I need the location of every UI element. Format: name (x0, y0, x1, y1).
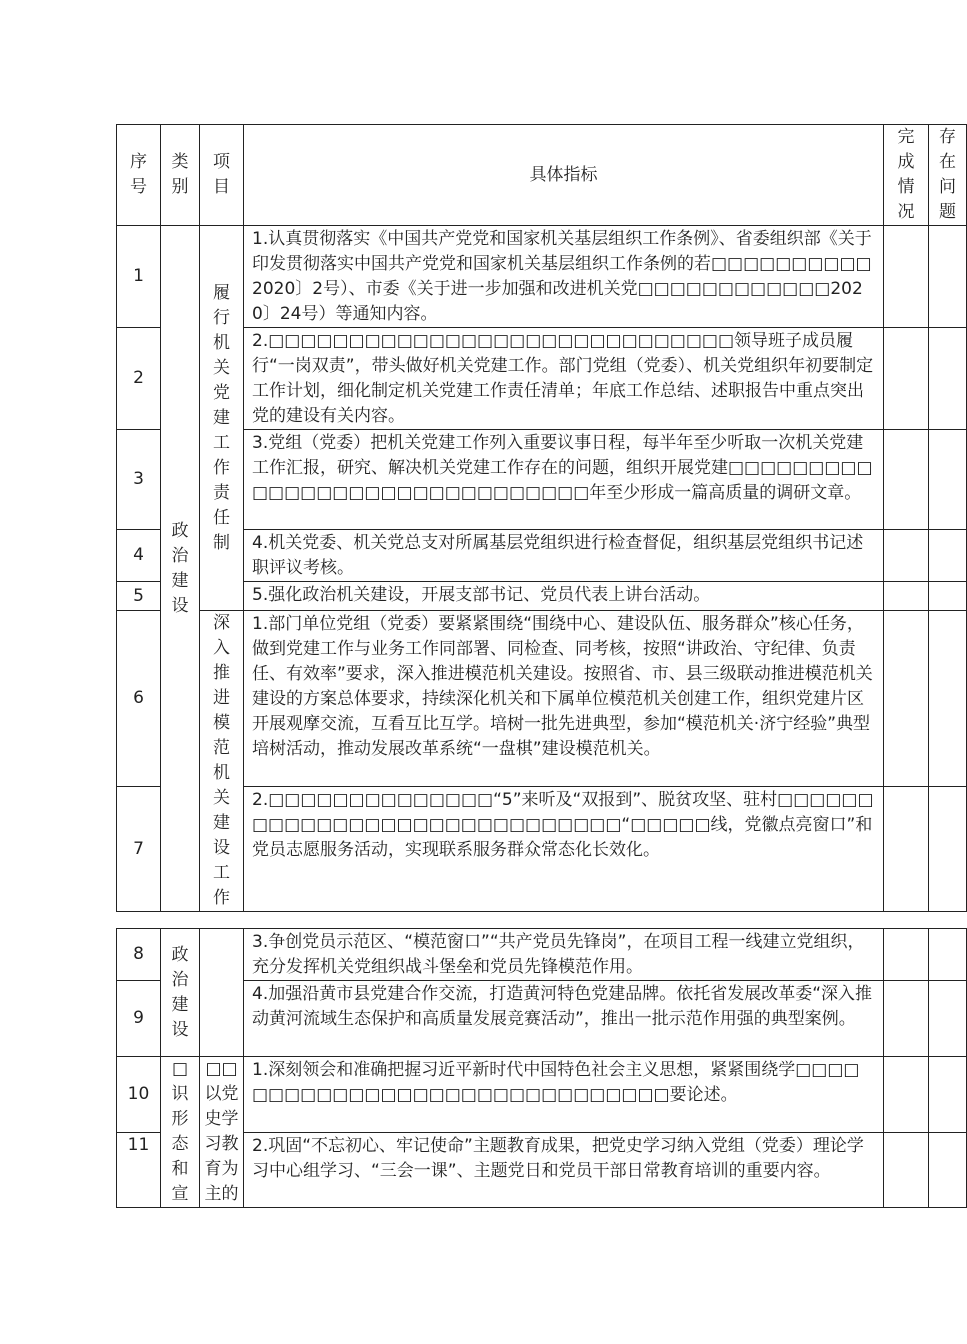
row-indicator: 3.争创党员示范区、“模范窗口”“共产党员先锋岗”，在项目工程一线建立党组织，充分发挥机关党组织战斗堡垒和党员先锋模范作用。 (244, 929, 884, 981)
project-cell-3: □□以党史学习教育为主的 (200, 1057, 244, 1208)
issues-cell (929, 582, 967, 611)
row-seq: 8 (117, 929, 161, 981)
table-row (117, 1132, 967, 1208)
project-cell-1: 履行机关党建工作责任制 (200, 226, 244, 611)
table-row (117, 1057, 967, 1133)
issues-cell (929, 981, 967, 1057)
issues-cell (929, 1057, 967, 1133)
header-project: 项目 (200, 125, 244, 226)
completion-cell (884, 1057, 929, 1133)
row-indicator: 4.机关党委、机关党总支对所属基层党组织进行检查督促，组织基层党组织书记述职评议考核。 (244, 530, 884, 582)
completion-cell (884, 611, 929, 787)
completion-cell (884, 787, 929, 912)
row-seq: 3 (117, 430, 161, 530)
row-seq: 1 (117, 226, 161, 328)
issues-cell (929, 328, 967, 430)
issues-cell (929, 611, 967, 787)
completion-cell (884, 226, 929, 328)
row-indicator: 4.加强沿黄市县党建合作交流，打造黄河特色党建品牌。依托省发展改革委“深入推动黄河流域生态保护和高质量发展竞赛活动”，推出一批示范作用强的典型案例。 (244, 981, 884, 1057)
table-row (117, 787, 967, 912)
row-seq: 6 (117, 611, 161, 787)
row-indicator: 2.□□□□□□□□□□□□□□□□□□□□□□□□□□□□□领导班子成员履行“一岗双责”，带头做好机关党建工作。部门党组（党委）、机关党组织年初要制定工作计划，细化制定机关党建工作责任清单；年底工作总结、述职报告中重点突出党的建设有关内容。 (244, 328, 884, 430)
row-seq: 7 (117, 787, 161, 912)
row-seq: 5 (117, 582, 161, 611)
completion-cell (884, 430, 929, 530)
table-row (117, 611, 967, 787)
header-category: 类别 (161, 125, 200, 226)
completion-cell (884, 1132, 929, 1208)
completion-cell (884, 929, 929, 981)
issues-cell (929, 1132, 967, 1208)
completion-cell (884, 328, 929, 430)
row-seq: 4 (117, 530, 161, 582)
table-row (117, 226, 967, 328)
header-indicator: 具体指标 (244, 125, 884, 226)
table-row (117, 981, 967, 1057)
indicator-table-2 (116, 928, 967, 1208)
indicator-table-1 (116, 124, 967, 912)
category-cell: 政治建设 (161, 226, 200, 912)
issues-cell (929, 929, 967, 981)
issues-cell (929, 530, 967, 582)
header-completion: 完成情况 (884, 125, 929, 226)
row-indicator: 2.□□□□□□□□□□□□□□“5”来听及“双报到”、脱贫攻坚、驻村□□□□□□□□□□□□□□□□□□□□□□□□□□□□□“□□□□□线，党徽点亮窗口”和党员志愿服务活动，实现联系服务群众常态化长效化。 (244, 787, 884, 912)
row-seq: 11 (117, 1132, 161, 1208)
category-cell-1: 政治建设 (161, 929, 200, 1057)
completion-cell (884, 582, 929, 611)
row-indicator: 1.部门单位党组（党委）要紧紧围绕“围绕中心、建设队伍、服务群众”核心任务，做到党建工作与业务工作同部署、同检查、同考核，按照“讲政治、守纪律、负责任、有效率”要求，深入推进模范机关建设。按照省、市、县三级联动推进模范机关建设的方案总体要求，持续深化机关和下属单位模范机关创建工作，组织党建片区开展观摩交流，互看互比互学。培树一批先进典型，参加“模范机关·济宁经验”典型培树活动，推动发展改革系统“一盘棋”建设模范机关。 (244, 611, 884, 787)
issues-cell (929, 787, 967, 912)
table-row (117, 929, 967, 981)
issues-cell (929, 430, 967, 530)
table-row (117, 582, 967, 611)
row-indicator: 1.认真贯彻落实《中国共产党党和国家机关基层组织工作条例》、省委组织部《关于印发贯彻落实中国共产党党和国家机关基层组织工作条例的若□□□□□□□□□□2020〕2号）、市委《关于进一步加强和改进机关党□□□□□□□□□□□□2020〕24号）等通知内容。 (244, 226, 884, 328)
row-indicator: 2.巩固“不忘初心、牢记使命”主题教育成果，把党史学习纳入党组（党委）理论学习中心组学习、“三会一课”、主题党日和党员干部日常教育培训的重要内容。 (244, 1132, 884, 1208)
row-seq: 10 (117, 1057, 161, 1133)
completion-cell (884, 981, 929, 1057)
category-cell-2: □识形态和宣 (161, 1057, 200, 1208)
row-seq: 9 (117, 981, 161, 1057)
table-row (117, 430, 967, 530)
header-issues: 存在问题 (929, 125, 967, 226)
table-row (117, 530, 967, 582)
row-indicator: 3.党组（党委）把机关党建工作列入重要议事日程，每半年至少听取一次机关党建工作汇报，研究、解决机关党建工作存在的问题，组织开展党建□□□□□□□□□□□□□□□□□□□□□□□□□□□□□□年至少形成一篇高质量的调研文章。 (244, 430, 884, 530)
row-indicator: 1.深刻领会和准确把握习近平新时代中国特色社会主义思想，紧紧围绕学□□□□□□□□□□□□□□□□□□□□□□□□□□□□□□要论述。 (244, 1057, 884, 1133)
completion-cell (884, 530, 929, 582)
row-seq: 2 (117, 328, 161, 430)
project-cell-empty (200, 929, 244, 1057)
row-indicator: 5.强化政治机关建设，开展支部书记、党员代表上讲台活动。 (244, 582, 884, 611)
project-cell-2: 深入推进模范机关建设工作 (200, 611, 244, 912)
table-row (117, 328, 967, 430)
table-header-row (117, 125, 967, 226)
issues-cell (929, 226, 967, 328)
header-seq: 序号 (117, 125, 161, 226)
